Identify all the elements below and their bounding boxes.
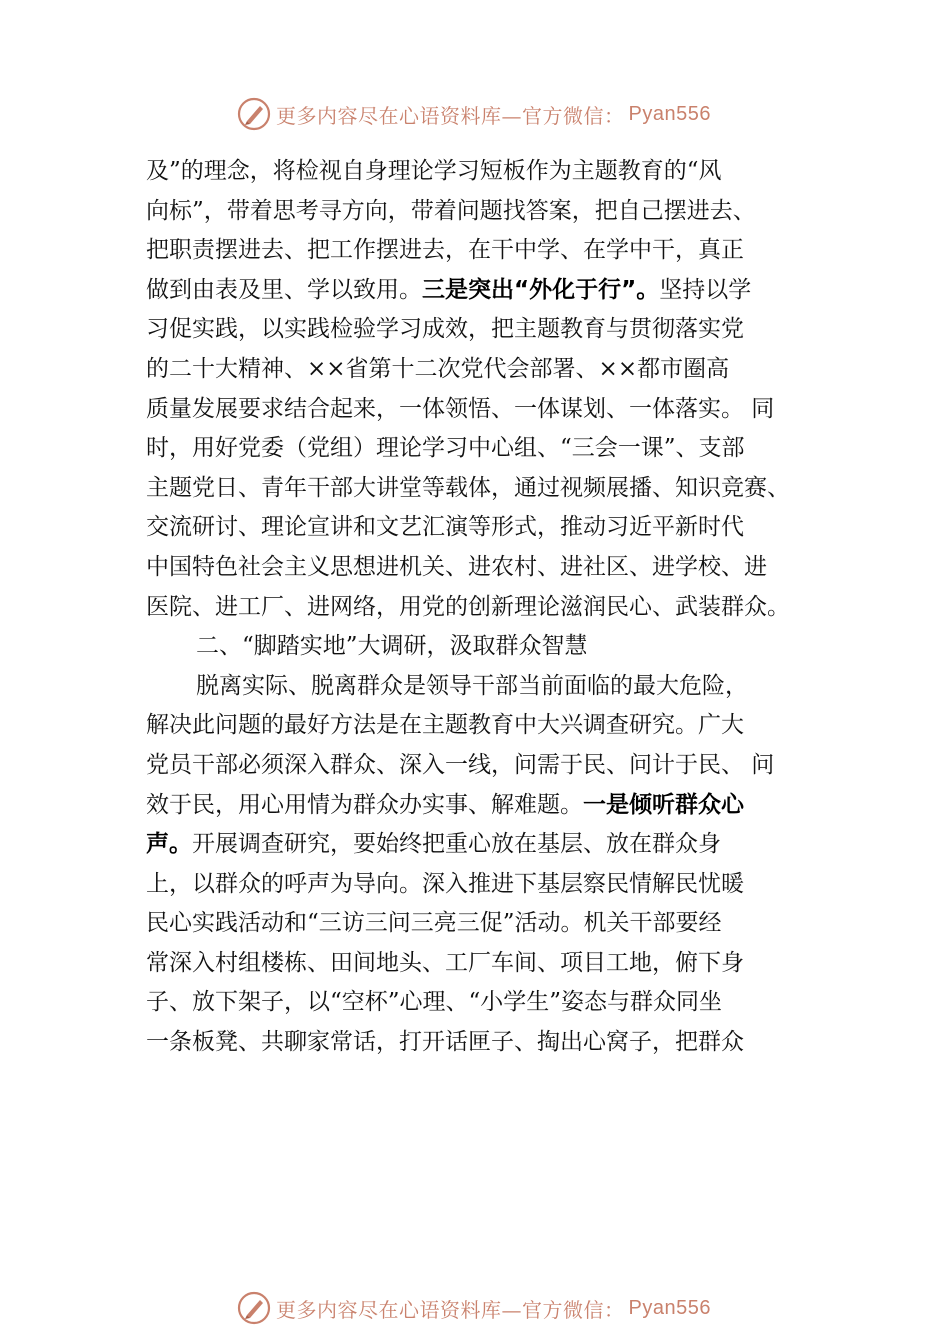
text-span: 开展调查研究，要始终把重心放在基层、放在群众身 bbox=[192, 831, 721, 858]
header-watermark bbox=[236, 96, 711, 132]
text-line: 脱离实际、脱离群众是领导干部当前面临的最大危险， bbox=[196, 672, 748, 699]
text-line: 解决此问题的最好方法是在主题教育中大兴调查研究。广大 bbox=[146, 712, 744, 739]
text-span: 效于民，用心用情为群众办实事、解难题。 bbox=[146, 791, 583, 818]
text-line: 质量发展要求结合起来，一体领悟、一体谋划、一体落实。 同 bbox=[146, 395, 775, 422]
text-line: 党员干部必须深入群众、深入一线，问需于民、问计于民、 问 bbox=[146, 751, 775, 778]
watermark-wechat-id: Pyan556 bbox=[628, 1296, 711, 1319]
text-line: 把职责摆进去、把工作摆进去，在干中学、在学中干，真正 bbox=[146, 237, 744, 264]
pen-circle-logo-icon bbox=[236, 1290, 272, 1326]
text-line: 常深入村组楼栋、田间地头、工厂车间、项目工地，俯下身 bbox=[146, 949, 744, 976]
text-line: 习促实践，以实践检验学习成效，把主题教育与贯彻落实党 bbox=[146, 316, 744, 343]
text-line bbox=[146, 271, 836, 311]
text-line: 的二十大精神、××省第十二次党代会部署、××都市圈高 bbox=[146, 355, 730, 382]
text-line bbox=[146, 825, 836, 865]
text-line: 医院、进工厂、进网络，用党的创新理论滋润民心、武装群众。 bbox=[146, 593, 790, 620]
watermark-text: 更多内容尽在心语资料库—官方微信： bbox=[276, 103, 625, 128]
watermark-wechat-id: Pyan556 bbox=[628, 102, 711, 125]
bold-heading-1-end: 声。 bbox=[146, 831, 192, 858]
text-span: 坚持以学 bbox=[659, 276, 752, 303]
text-line: 交流研讨、理论宣讲和文艺汇演等形式，推动习近平新时代 bbox=[146, 514, 744, 541]
section-heading: 二、“脚踏实地”大调研，汲取群众智慧 bbox=[196, 633, 588, 660]
text-line: 一条板凳、共聊家常话，打开话匣子、掏出心窝子，把群众 bbox=[146, 1029, 744, 1056]
bold-heading-1: 一是倾听群众心 bbox=[583, 791, 744, 818]
text-line: 中国特色社会主义思想进机关、进农村、进社区、进学校、进 bbox=[146, 553, 767, 580]
document-body bbox=[146, 152, 836, 1063]
text-line: 及”的理念，将检视自身理论学习短板作为主题教育的“风 bbox=[146, 158, 722, 184]
text-line: 上，以群众的呼声为导向。深入推进下基层察民情解民忧暖 bbox=[146, 870, 744, 897]
text-line: 时，用好党委（党组）理论学习中心组、“三会一课”、支部 bbox=[146, 435, 745, 462]
pen-circle-logo-icon bbox=[236, 96, 272, 132]
text-line: 子、放下架子，以“空杯”心理、“小学生”姿态与群众同坐 bbox=[146, 989, 723, 1016]
watermark-text: 更多内容尽在心语资料库—官方微信： bbox=[276, 1297, 625, 1322]
text-line: 向标”，带着思考寻方向，带着问题找答案，把自己摆进去、 bbox=[146, 197, 756, 224]
footer-watermark bbox=[236, 1290, 711, 1326]
text-line: 主题党日、青年干部大讲堂等载体，通过视频展播、知识竞赛、 bbox=[146, 474, 790, 501]
text-line: 民心实践活动和“三访三问三亮三促”活动。机关干部要经 bbox=[146, 910, 722, 937]
bold-heading-3: 三是突出“外化于行”。 bbox=[422, 276, 660, 303]
text-line bbox=[146, 786, 836, 826]
text-span: 做到由表及里、学以致用。 bbox=[146, 276, 422, 303]
